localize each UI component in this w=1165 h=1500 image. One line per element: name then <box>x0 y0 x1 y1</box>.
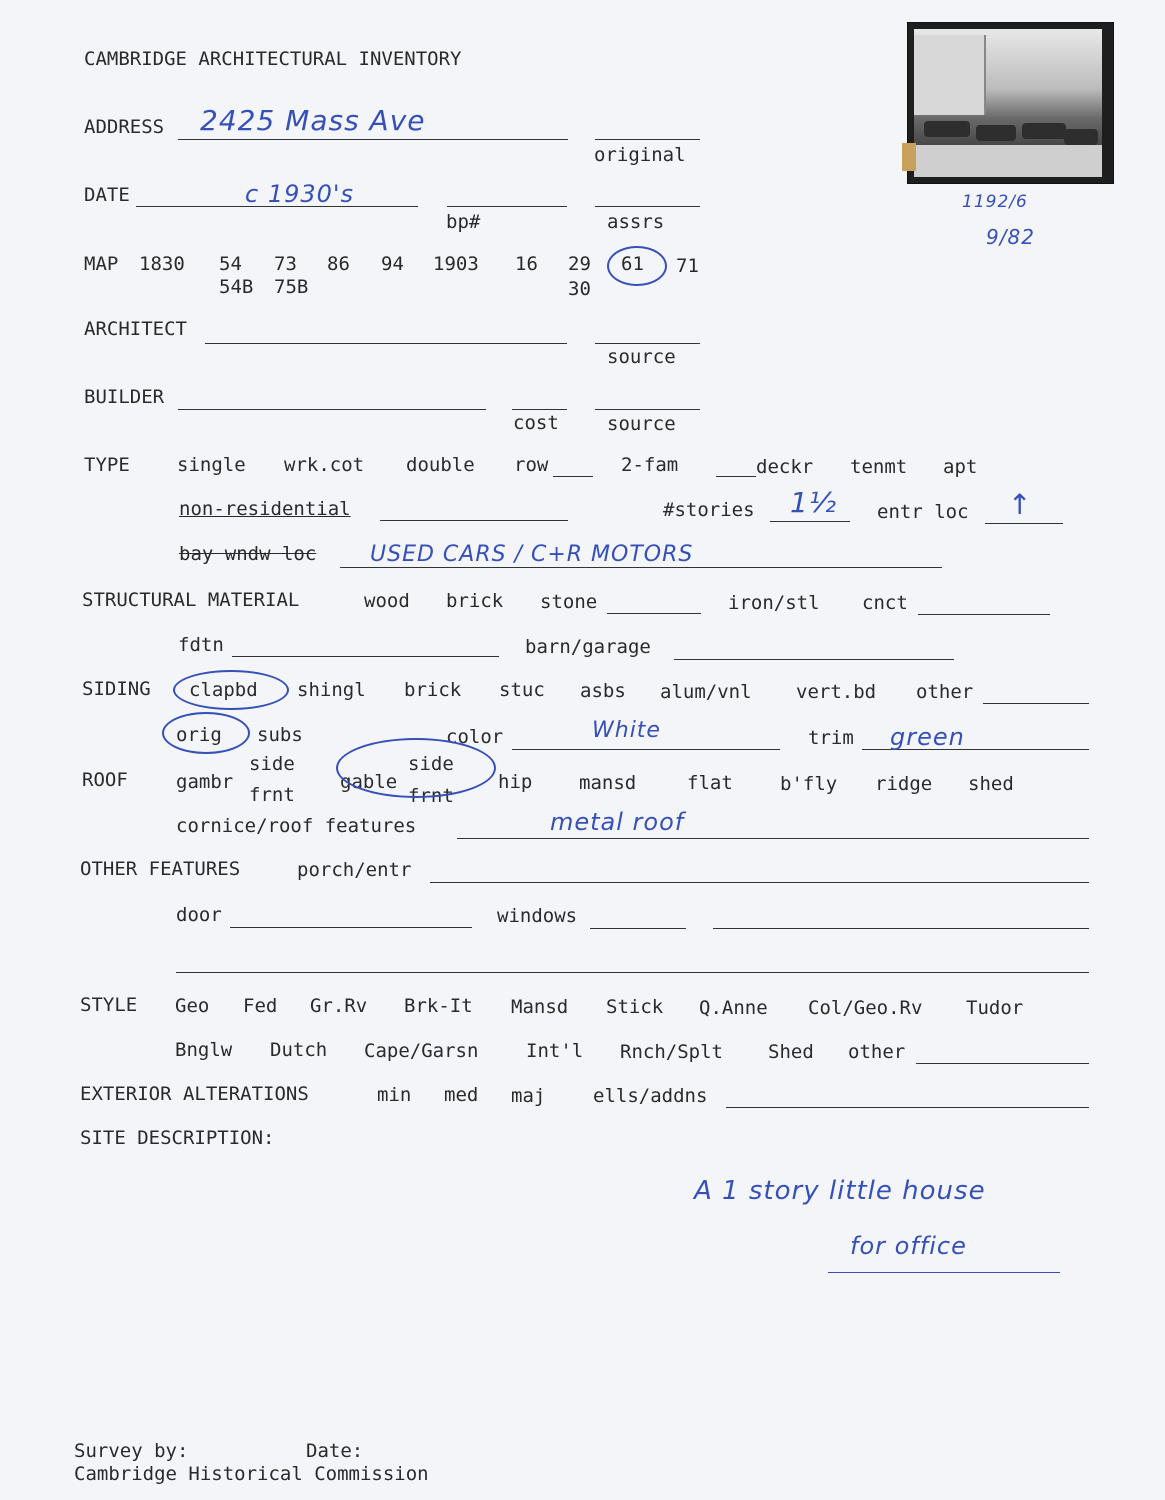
windows-label: windows <box>497 905 578 927</box>
siding-option: vert.bd <box>796 681 877 703</box>
roof-frnt: frnt <box>249 784 295 806</box>
orig-label: orig <box>176 724 222 746</box>
siding-other-line[interactable] <box>983 703 1089 704</box>
assrs-line[interactable] <box>595 206 700 207</box>
type-option: 2-fam <box>621 454 679 476</box>
roof-option: flat <box>687 772 733 794</box>
windows-line[interactable] <box>590 928 686 929</box>
map-year: 73 <box>274 253 297 275</box>
barn-label: barn/garage <box>525 636 651 658</box>
cost-line[interactable] <box>512 409 567 410</box>
style-option: Brk-It <box>404 995 473 1017</box>
porch-label: porch/entr <box>297 859 412 881</box>
type-option: apt <box>943 456 978 478</box>
style-option: Cape/Garsn <box>364 1040 479 1062</box>
map-year: 54 <box>219 253 242 275</box>
style-option: Stick <box>606 996 664 1018</box>
exterior-option: maj <box>511 1085 546 1107</box>
subs-label: subs <box>257 724 303 746</box>
row-line[interactable] <box>553 476 593 477</box>
door-line[interactable] <box>230 927 472 928</box>
date-value: c 1930's <box>245 180 355 208</box>
address-line[interactable] <box>178 139 568 140</box>
siding-option: alum/vnl <box>660 681 752 703</box>
structural-label: STRUCTURAL MATERIAL <box>82 589 300 611</box>
exterior-option: min <box>377 1084 412 1106</box>
roof-side: side <box>408 753 454 775</box>
stories-line[interactable] <box>770 521 850 522</box>
map-year: 29 <box>568 253 591 275</box>
trim-label: trim <box>808 727 854 749</box>
door-label: door <box>176 904 222 926</box>
stories-label: #stories <box>663 499 755 521</box>
color-value: White <box>592 718 661 743</box>
siding-label: SIDING <box>82 678 151 700</box>
map-year-selected: 61 <box>621 253 644 275</box>
site-description-underline <box>828 1272 1060 1273</box>
source-label: source <box>607 346 676 368</box>
source-label: source <box>607 413 676 435</box>
orig-circle <box>162 712 250 754</box>
bay-window-label: bay wndw loc <box>179 543 317 565</box>
siding-option: asbs <box>580 680 626 702</box>
type-label: TYPE <box>84 454 130 476</box>
architect-line[interactable] <box>205 343 567 344</box>
builder-label: BUILDER <box>84 386 165 408</box>
structural-option: iron/stl <box>728 592 820 614</box>
exterior-option: ells/addns <box>593 1085 708 1107</box>
style-option: Shed <box>768 1041 814 1063</box>
building-photo <box>907 22 1114 184</box>
roof-gable: gable <box>340 771 398 793</box>
style-option: Gr.Rv <box>310 995 368 1017</box>
siding-option-selected: clapbd <box>189 679 258 701</box>
type-option: wrk.cot <box>284 454 365 476</box>
stone-line[interactable] <box>607 613 701 614</box>
type-option: row <box>514 454 549 476</box>
roof-option: hip <box>498 771 533 793</box>
roof-frnt: frnt <box>408 785 454 807</box>
style-label: STYLE <box>80 994 138 1016</box>
photo-ref: 1192/6 <box>962 192 1028 212</box>
style-option: Dutch <box>270 1039 328 1061</box>
roof-gambr: gambr <box>176 771 234 793</box>
style-option: other <box>848 1041 906 1063</box>
site-description-line2: for office <box>850 1232 967 1260</box>
map-year: 1903 <box>433 253 479 275</box>
architect-label: ARCHITECT <box>84 318 187 340</box>
builder-line[interactable] <box>178 409 486 410</box>
entr-loc-line[interactable] <box>985 523 1063 524</box>
trim-value: green <box>890 723 965 751</box>
entr-loc-label: entr loc <box>877 501 969 523</box>
cnct-line[interactable] <box>918 614 1050 615</box>
survey-date-label: Date: <box>306 1440 364 1462</box>
non-residential-line[interactable] <box>380 520 568 521</box>
builder-source-line[interactable] <box>595 409 700 410</box>
porch-line[interactable] <box>430 882 1089 883</box>
style-option: Int'l <box>526 1040 584 1062</box>
siding-option: stuc <box>499 679 545 701</box>
roof-option: shed <box>968 773 1014 795</box>
site-description-line1: A 1 story little house <box>694 1176 986 1206</box>
fdtn-line[interactable] <box>232 656 499 657</box>
structural-option: brick <box>446 590 504 612</box>
photo-date: 9/82 <box>986 225 1035 249</box>
style-option: Rnch/Splt <box>620 1041 723 1063</box>
architect-source-line[interactable] <box>595 343 700 344</box>
style-option: Geo <box>175 995 210 1017</box>
roof-side: side <box>249 753 295 775</box>
cost-label: cost <box>513 412 559 434</box>
style-option: Tudor <box>966 997 1024 1019</box>
cornice-value: metal roof <box>550 808 685 836</box>
map-year: 75B <box>274 276 309 298</box>
other-features-label: OTHER FEATURES <box>80 858 241 880</box>
exterior-option: med <box>444 1084 479 1106</box>
bay-window-line[interactable] <box>340 567 942 568</box>
stories-value: 1½ <box>790 486 837 519</box>
site-description-label: SITE DESCRIPTION: <box>80 1127 275 1149</box>
address-label: ADDRESS <box>84 116 165 138</box>
roof-option: mansd <box>579 772 637 794</box>
map-year: 86 <box>327 253 350 275</box>
structural-option: wood <box>364 590 410 612</box>
non-residential-label: non-residential <box>179 498 351 520</box>
date-label: DATE <box>84 184 130 206</box>
cornice-line[interactable] <box>457 838 1089 839</box>
address-value: 2425 Mass Ave <box>200 104 426 137</box>
type-option: double <box>406 454 475 476</box>
barn-line[interactable] <box>674 659 954 660</box>
exterior-label: EXTERIOR ALTERATIONS <box>80 1083 309 1105</box>
assrs-label: assrs <box>607 211 665 233</box>
clapbd-circle <box>173 670 289 710</box>
type-option: deckr <box>756 456 814 478</box>
structural-option: cnct <box>862 592 908 614</box>
siding-option: shingl <box>297 679 366 701</box>
form-title: CAMBRIDGE ARCHITECTURAL INVENTORY <box>84 48 462 70</box>
siding-option: other <box>916 681 974 703</box>
map-year: 71 <box>676 255 699 277</box>
roof-label: ROOF <box>82 769 128 791</box>
type-option: single <box>177 454 246 476</box>
map-year: 16 <box>515 253 538 275</box>
windows-line-2[interactable] <box>713 928 1089 929</box>
bay-note: USED CARS / C+R MOTORS <box>370 542 694 567</box>
roof-option: b'fly <box>780 773 838 795</box>
style-option: Fed <box>243 995 278 1017</box>
type-option: tenmt <box>850 456 908 478</box>
original-line[interactable] <box>595 139 700 140</box>
ells-line[interactable] <box>726 1107 1089 1108</box>
map-year: 30 <box>568 278 591 300</box>
commission-name: Cambridge Historical Commission <box>74 1463 429 1485</box>
original-label: original <box>594 144 686 166</box>
gable-circle <box>336 738 496 798</box>
map-label: MAP <box>84 253 119 275</box>
bp-line[interactable] <box>447 206 567 207</box>
map-year: 54B <box>219 276 254 298</box>
style-option: Q.Anne <box>699 997 768 1019</box>
other-features-line[interactable] <box>176 972 1089 973</box>
style-other-line[interactable] <box>916 1063 1089 1064</box>
bp-label: bp# <box>446 211 481 233</box>
siding-option: brick <box>404 679 462 701</box>
survey-by-label: Survey by: <box>74 1440 189 1462</box>
deckr-line[interactable] <box>716 476 756 477</box>
style-option: Col/Geo.Rv <box>808 997 923 1019</box>
map-year: 94 <box>381 253 404 275</box>
cornice-label: cornice/roof features <box>176 815 417 837</box>
roof-option: ridge <box>875 773 933 795</box>
style-option: Mansd <box>511 996 569 1018</box>
fdtn-label: fdtn <box>178 634 224 656</box>
style-option: Bnglw <box>175 1039 233 1061</box>
entr-loc-value: ↑ <box>1008 488 1033 521</box>
map-year: 1830 <box>139 253 185 275</box>
color-line[interactable] <box>512 749 780 750</box>
map-year-circle <box>607 246 667 286</box>
structural-option: stone <box>540 591 598 613</box>
color-label: color <box>446 726 504 748</box>
